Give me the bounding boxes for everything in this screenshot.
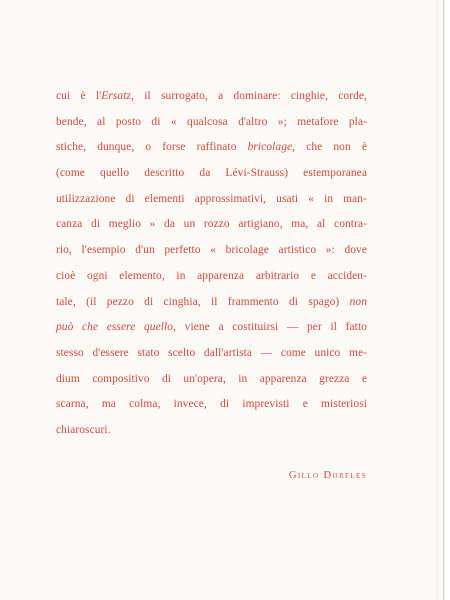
text-segment: chiaroscuri. [56,423,111,436]
text-segment: , viene a costituirsi — per il fatto [173,321,367,334]
text-line [56,264,367,290]
text-line [56,135,367,161]
text-line [56,161,367,187]
text-line [56,238,367,264]
text-segment: (come quello descritto da Lévi-Strauss) estemporanea [56,167,367,180]
text-segment: rio, l'esempio d'un perfetto « bricolage artistico »: dove [56,244,367,257]
author-signature: Gillo Dorfles [288,470,367,481]
text-line [56,110,367,136]
text-line [56,212,367,238]
text-segment: dium compositivo di un'opera, in apparenza grezza e [56,372,367,385]
text-segment: scarna, ma colma, invece, di imprevisti e misteriosi [56,398,367,411]
italic-text: non [349,295,367,308]
text-line [56,341,367,367]
page-edge [436,0,443,600]
text-segment: bende, al posto di « qualcosa d'altro »; metafore pla- [56,115,367,128]
text-line [56,290,367,316]
text-line [56,367,367,393]
text-segment: stesso d'essere stato scelto dall'artista — come unico me- [56,346,367,359]
italic-text: può che essere quello [56,321,174,334]
text-line [56,392,367,418]
text-segment: , il surrogato, a dominare: cinghie, corde, [131,90,368,102]
italic-text: Ersatz [101,90,132,102]
text-segment: cioè ogni elemento, in apparenza arbitrario e acciden- [56,269,367,282]
text-segment: stiche, dunque, o forse raffinato [56,141,248,154]
text-segment: utilizzazione di elementi approssimativi, usati « in man- [56,192,367,205]
italic-text: bricolage [247,141,293,154]
text-segment: cui è l' [56,90,102,102]
text-line [56,84,367,110]
text-line [56,315,367,341]
text-segment: , che non è [292,141,367,154]
text-segment: canza di meglio » da un rozzo artigiano, ma, al contra- [56,218,367,231]
essay-paragraph [56,84,367,444]
text-segment: tale, (il pezzo di cinghia, il frammento di spago) [56,295,350,308]
text-line [56,418,367,444]
text-line [56,187,367,213]
